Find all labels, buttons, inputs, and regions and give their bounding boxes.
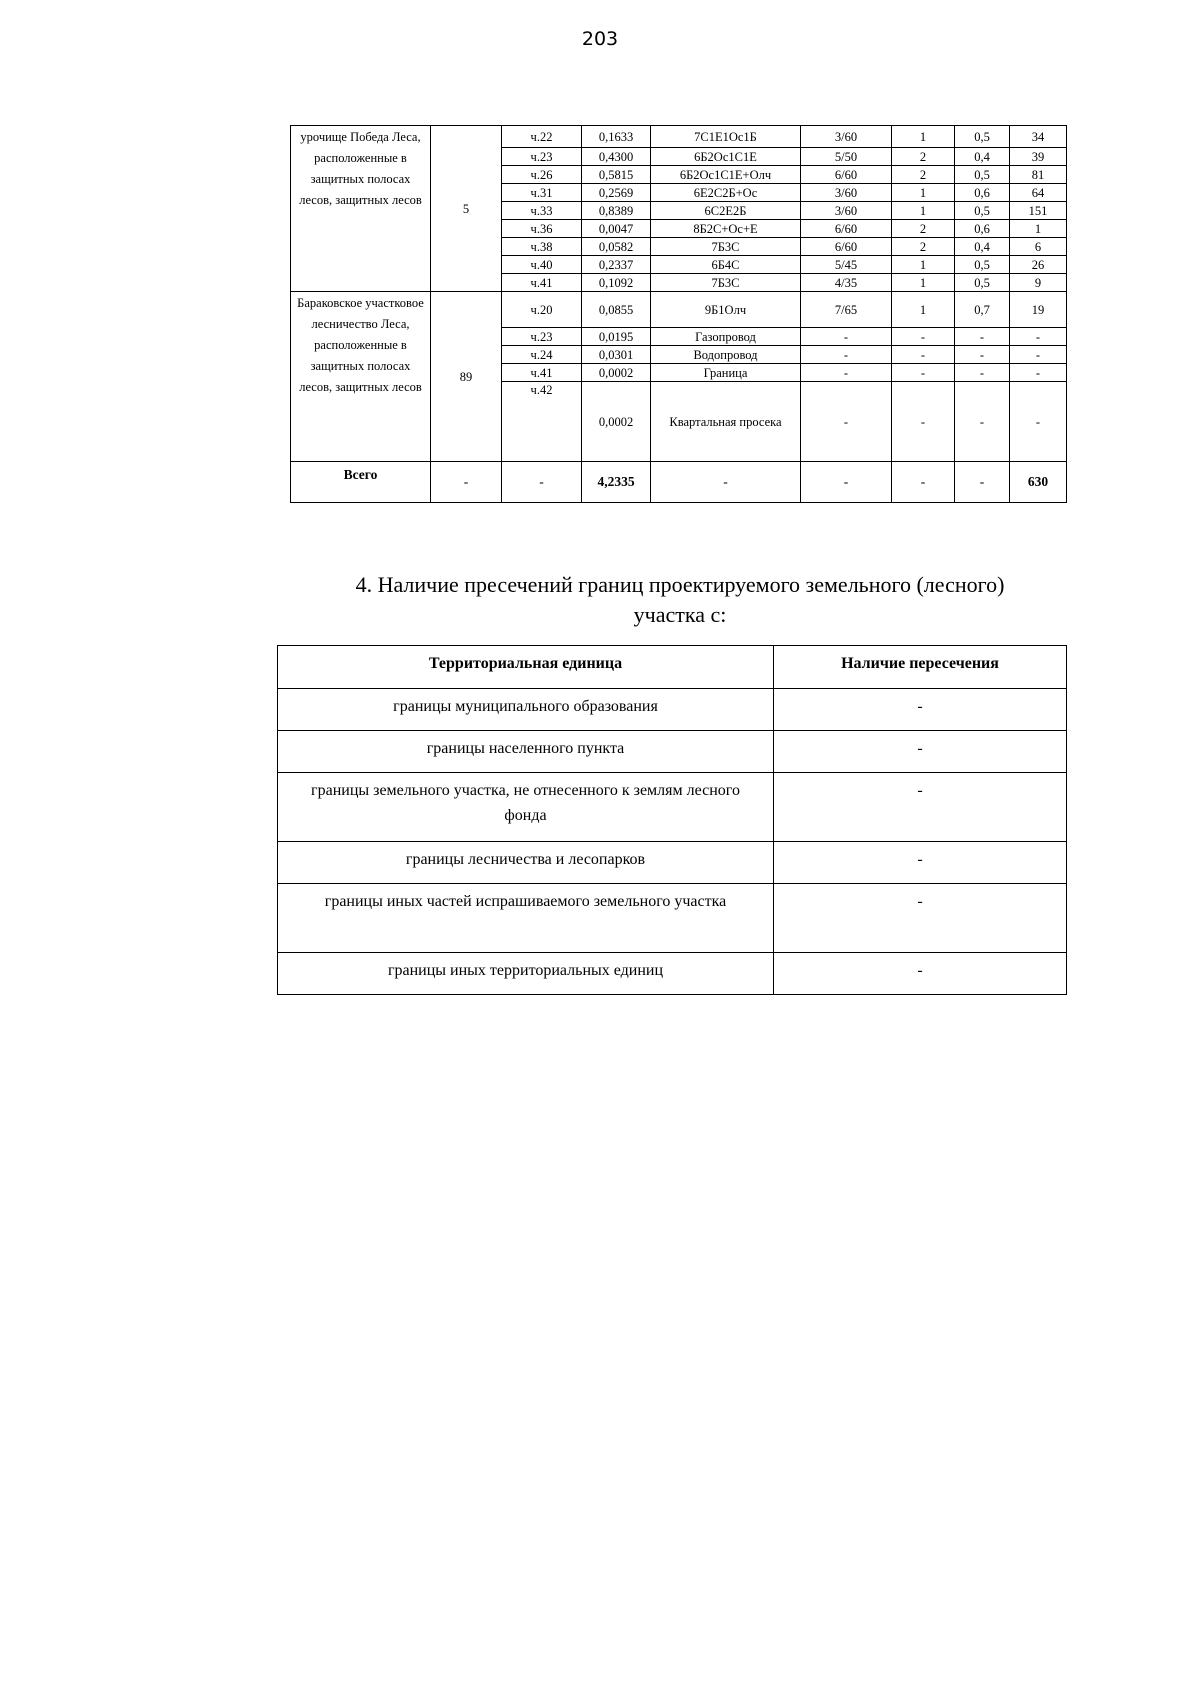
section-number: 4. (355, 572, 373, 597)
section-title-line1: Наличие пресечений границ проектируемого земельного (лесного) (377, 572, 1005, 597)
cell-col7: 0,4 (955, 238, 1010, 256)
cell-col5: - (801, 346, 892, 364)
cell-col7: - (955, 346, 1010, 364)
cell-col8: 81 (1010, 166, 1067, 184)
cell-col7: 0,4 (955, 148, 1010, 166)
cell-area: 0,1092 (582, 274, 651, 292)
territorial-unit: границы иных частей испрашиваемого земельного участка (278, 884, 774, 953)
cell-composition: 6Б4С (651, 256, 801, 274)
territorial-unit: границы муниципального образования (278, 689, 774, 731)
cell-col8: 9 (1010, 274, 1067, 292)
forest-inventory-table (290, 125, 1067, 503)
cell-col7: 0,6 (955, 220, 1010, 238)
section-title-line2: участка с: (633, 602, 727, 627)
cell-area: 0,1633 (582, 126, 651, 148)
header-territorial-unit: Территориальная единица (278, 646, 774, 689)
total-col7: - (955, 462, 1010, 503)
total-quarter: - (431, 462, 502, 503)
cell-area: 0,0582 (582, 238, 651, 256)
cell-col5: - (801, 328, 892, 346)
intersection-presence: - (774, 842, 1067, 884)
cell-col7: 0,5 (955, 126, 1010, 148)
cell-area: 0,4300 (582, 148, 651, 166)
cell-composition: 9Б1Олч (651, 292, 801, 328)
intersection-row (278, 731, 1067, 773)
cell-col6: 1 (892, 184, 955, 202)
cell-col7: 0,5 (955, 166, 1010, 184)
intersection-presence: - (774, 884, 1067, 953)
cell-col6: 1 (892, 126, 955, 148)
territorial-unit: границы иных территориальных единиц (278, 953, 774, 995)
cell-col8: 26 (1010, 256, 1067, 274)
total-col8: 630 (1010, 462, 1067, 503)
cell-col7: - (955, 364, 1010, 382)
total-composition: - (651, 462, 801, 503)
cell-col6: - (892, 382, 955, 462)
total-area: 4,2335 (582, 462, 651, 503)
cell-col7: 0,5 (955, 274, 1010, 292)
intersection-row (278, 884, 1067, 953)
cell-composition: Квартальная просека (651, 382, 801, 462)
total-col5: - (801, 462, 892, 503)
cell-col5: 4/35 (801, 274, 892, 292)
cell-plot: ч.23 (502, 148, 582, 166)
cell-col6: 2 (892, 148, 955, 166)
cell-plot: ч.22 (502, 126, 582, 148)
cell-plot: ч.41 (502, 364, 582, 382)
intersection-row (278, 842, 1067, 884)
cell-composition: Граница (651, 364, 801, 382)
cell-col6: - (892, 364, 955, 382)
page-number: 203 (581, 28, 619, 50)
territorial-unit: границы населенного пункта (278, 731, 774, 773)
intersection-presence: - (774, 689, 1067, 731)
cell-area: 0,2569 (582, 184, 651, 202)
cell-composition: 7Б3С (651, 274, 801, 292)
table-row (291, 126, 1067, 148)
cell-plot: ч.31 (502, 184, 582, 202)
cell-composition: 8Б2С+Ос+Е (651, 220, 801, 238)
cell-plot: ч.20 (502, 292, 582, 328)
cell-col8: - (1010, 328, 1067, 346)
cell-col6: 2 (892, 220, 955, 238)
cell-col5: 3/60 (801, 126, 892, 148)
cell-col6: 1 (892, 292, 955, 328)
total-col6: - (892, 462, 955, 503)
cell-col5: - (801, 382, 892, 462)
intersection-row (278, 773, 1067, 842)
cell-area: 0,8389 (582, 202, 651, 220)
intersection-presence: - (774, 953, 1067, 995)
cell-col6: 1 (892, 274, 955, 292)
cell-col8: 34 (1010, 126, 1067, 148)
cell-col8: 64 (1010, 184, 1067, 202)
quarter-number: 5 (431, 126, 502, 292)
cell-col6: 2 (892, 166, 955, 184)
cell-plot: ч.41 (502, 274, 582, 292)
forestry-unit-name: урочище Победа Леса, расположенные в защитных полосах лесов, защитных лесов (291, 126, 431, 292)
cell-col5: 6/60 (801, 166, 892, 184)
cell-plot: ч.38 (502, 238, 582, 256)
cell-composition: 7С1Е1Ос1Б (651, 126, 801, 148)
cell-col7: 0,5 (955, 202, 1010, 220)
cell-col5: 3/60 (801, 184, 892, 202)
cell-col5: 6/60 (801, 238, 892, 256)
intersection-header-row (278, 646, 1067, 689)
cell-area: 0,0002 (582, 364, 651, 382)
cell-composition: Газопровод (651, 328, 801, 346)
cell-col7: 0,5 (955, 256, 1010, 274)
cell-col5: 5/45 (801, 256, 892, 274)
cell-area: 0,0855 (582, 292, 651, 328)
territorial-unit: границы земельного участка, не отнесенного к землям лесного фонда (278, 773, 774, 842)
cell-col5: 3/60 (801, 202, 892, 220)
cell-col7: 0,6 (955, 184, 1010, 202)
table-row (291, 292, 1067, 328)
cell-col8: 151 (1010, 202, 1067, 220)
cell-composition: Водопровод (651, 346, 801, 364)
cell-plot: ч.42 (502, 382, 582, 462)
cell-col6: 1 (892, 256, 955, 274)
section-heading (280, 570, 1080, 630)
quarter-number: 89 (431, 292, 502, 462)
cell-plot: ч.33 (502, 202, 582, 220)
cell-composition: 6С2Е2Б (651, 202, 801, 220)
cell-plot: ч.24 (502, 346, 582, 364)
cell-col8: 19 (1010, 292, 1067, 328)
cell-col5: 6/60 (801, 220, 892, 238)
total-label: Всего (291, 462, 431, 503)
cell-col5: 5/50 (801, 148, 892, 166)
cell-plot: ч.23 (502, 328, 582, 346)
cell-col8: - (1010, 382, 1067, 462)
total-row (291, 462, 1067, 503)
intersection-table (277, 645, 1067, 995)
cell-area: 0,0047 (582, 220, 651, 238)
cell-col5: 7/65 (801, 292, 892, 328)
cell-col6: - (892, 346, 955, 364)
cell-col5: - (801, 364, 892, 382)
cell-area: 0,0002 (582, 382, 651, 462)
cell-composition: 7Б3С (651, 238, 801, 256)
cell-composition: 6Е2С2Б+Ос (651, 184, 801, 202)
cell-plot: ч.36 (502, 220, 582, 238)
cell-composition: 6Б2Ос1С1Е (651, 148, 801, 166)
cell-plot: ч.26 (502, 166, 582, 184)
cell-col8: 6 (1010, 238, 1067, 256)
cell-col7: - (955, 328, 1010, 346)
cell-col8: - (1010, 346, 1067, 364)
cell-area: 0,2337 (582, 256, 651, 274)
territorial-unit: границы лесничества и лесопарков (278, 842, 774, 884)
cell-col8: 1 (1010, 220, 1067, 238)
cell-col8: - (1010, 364, 1067, 382)
cell-area: 0,5815 (582, 166, 651, 184)
intersection-presence: - (774, 731, 1067, 773)
header-intersection-presence: Наличие пересечения (774, 646, 1067, 689)
intersection-row (278, 689, 1067, 731)
cell-col6: 1 (892, 202, 955, 220)
cell-col8: 39 (1010, 148, 1067, 166)
forestry-unit-name: Бараковское участковое лесничество Леса, расположенные в защитных полосах лесов, защитных лесов (291, 292, 431, 462)
cell-col7: - (955, 382, 1010, 462)
cell-col6: 2 (892, 238, 955, 256)
intersection-presence: - (774, 773, 1067, 842)
cell-area: 0,0301 (582, 346, 651, 364)
cell-col7: 0,7 (955, 292, 1010, 328)
forest-inventory-body (291, 126, 1067, 503)
intersection-row (278, 953, 1067, 995)
intersection-body (278, 646, 1067, 995)
cell-col6: - (892, 328, 955, 346)
total-plot: - (502, 462, 582, 503)
cell-composition: 6Б2Ос1С1Е+Олч (651, 166, 801, 184)
cell-plot: ч.40 (502, 256, 582, 274)
cell-area: 0,0195 (582, 328, 651, 346)
